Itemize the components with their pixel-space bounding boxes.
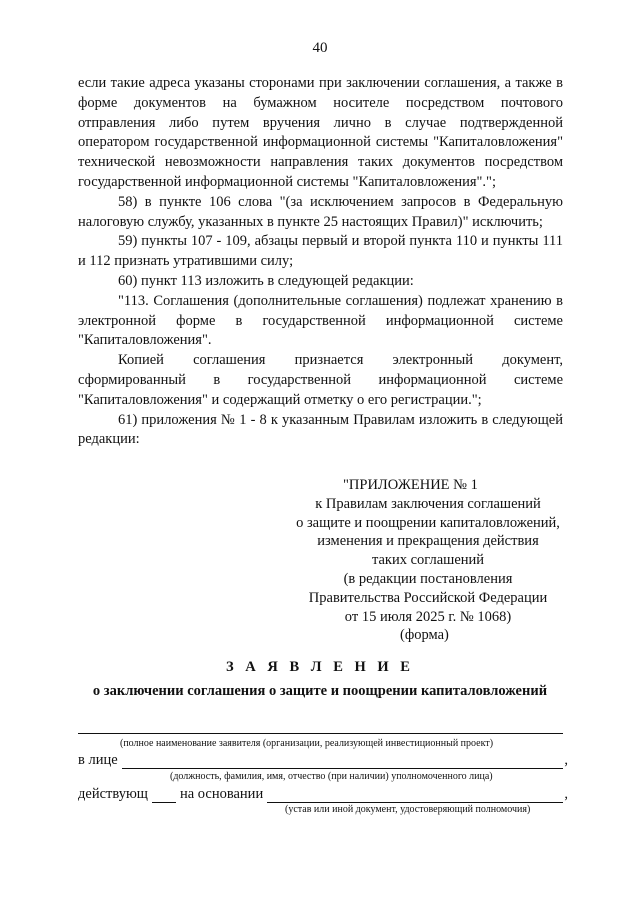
applicant-hint: (полное наименование заявителя (организации, реализующей инвестиционный проект) <box>120 738 494 749</box>
basis-line <box>267 788 563 803</box>
basis-row <box>78 783 568 803</box>
acting-ending-line <box>152 788 176 803</box>
applicant-name-line <box>78 733 563 734</box>
basis-comma: , <box>564 786 568 802</box>
paragraph-continuation: если такие адреса указаны сторонами при заключении соглашения, а также в форме документов на бумажном носителе посредством почтового отправления либо путем вручения лично в случае подтвержденной оператором государственной информационной системы "Капиталовложения" технической невозможности направления таких документов посредством государственной информационной системы "Капиталовложения"."; <box>78 75 563 190</box>
appendix-title: "ПРИЛОЖЕНИЕ № 1 <box>343 477 478 493</box>
appendix-line: (в редакции постановления <box>343 570 513 587</box>
appendix-line: к Правилам заключения соглашений <box>315 495 541 512</box>
form-label: (форма) <box>400 627 449 643</box>
paragraph-58: 58) в пункте 106 слова "(за исключением запросов в Федеральную налоговую службу, указанных в пункте 25 настоящих Правил)" исключить; <box>78 193 563 230</box>
body-text <box>78 74 563 450</box>
represented-by-row <box>78 749 568 769</box>
appendix-line: Правительства Российской Федерации <box>308 589 548 606</box>
paragraph-copy: Копией соглашения признается электронный документ, сформированный в государственной информационной системе "Капиталовложения" и содержащий отметку о его регистрации."; <box>78 352 563 408</box>
document-subtitle: о заключении соглашения о защите и поощрении капиталовложений <box>92 683 548 699</box>
basis-label: на основании <box>179 786 264 802</box>
appendix-header <box>263 476 593 626</box>
appendix-line: изменения и прекращения действия <box>317 533 539 550</box>
paragraph-60: 60) пункт 113 изложить в следующей редакции: <box>118 272 414 289</box>
represented-comma: , <box>564 752 568 768</box>
represented-label: в лице <box>78 752 118 768</box>
page-number: 40 <box>312 40 328 56</box>
paragraph-61: 61) приложения № 1 - 8 к указанным Правилам изложить в следующей редакции: <box>78 411 563 448</box>
paragraph-113: "113. Соглашения (дополнительные соглашения) подлежат хранению в электронной форме в государственной информационной системе "Капиталовложения". <box>78 292 563 349</box>
appendix-line: от 15 июля 2025 г. № 1068) <box>344 608 512 625</box>
appendix-line: таких соглашений <box>371 552 485 569</box>
document-title: З А Я В Л Е Н И Е <box>226 659 414 675</box>
acting-label: действующ <box>78 786 148 802</box>
basis-hint: (устав или иной документ, удостоверяющий полномочия) <box>285 804 531 815</box>
represented-line <box>122 754 564 769</box>
paragraph-59: 59) пункты 107 - 109, абзацы первый и второй пункта 110 и пункты 111 и 112 признать утратившими силу; <box>78 233 563 270</box>
represented-hint: (должность, фамилия, имя, отчество (при наличии) уполномоченного лица) <box>170 771 493 782</box>
appendix-line: о защите и поощрении капиталовложений, <box>296 514 560 531</box>
